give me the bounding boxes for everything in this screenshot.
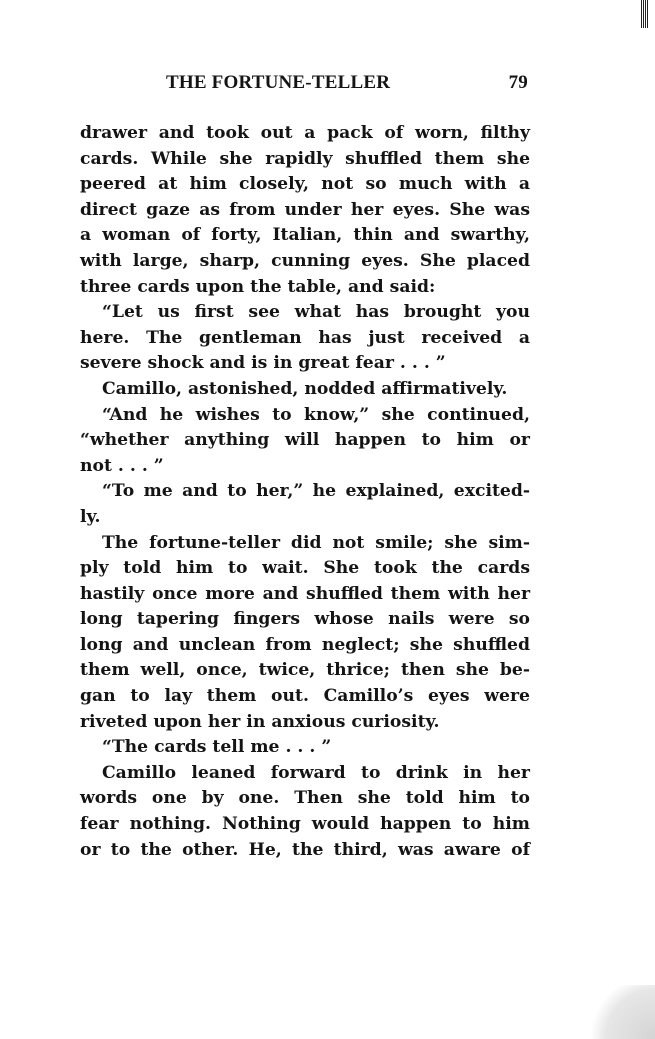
- text-line: ply told him to wait. She took the cards: [80, 558, 530, 579]
- text-line: “Let us first see what has brought you: [102, 302, 530, 323]
- body-text: [80, 121, 530, 863]
- text-line: words one by one. Then she told him to: [80, 788, 530, 809]
- text-line: long tapering fingers whose nails were so: [80, 609, 530, 630]
- text-line: a woman of forty, Italian, thin and swarthy,: [80, 225, 530, 246]
- text-line: direct gaze as from under her eyes. She was: [80, 199, 530, 220]
- text-line: drawer and took out a pack of worn, filthy: [80, 123, 530, 143]
- running-header: [166, 72, 528, 98]
- text-line: peered at him closely, not so much with a: [80, 174, 530, 195]
- text-line: hastily once more and shuffled them with her: [80, 583, 530, 604]
- text-line: long and unclean from neglect; she shuffled: [80, 634, 530, 655]
- text-line: not . . . ”: [80, 455, 164, 476]
- text-line: The fortune-teller did not smile; she sim-: [102, 532, 530, 553]
- text-line: them well, once, twice, thrice; then she be-: [80, 660, 530, 681]
- text-line: ly.: [80, 506, 101, 527]
- scan-corner-shadow: [583, 985, 655, 1039]
- chapter-title: THE FORTUNE-TELLER: [166, 72, 391, 93]
- text-line: “whether anything will happen to him or: [80, 430, 530, 451]
- text-line: gan to lay them out. Camillo’s eyes were: [80, 686, 530, 707]
- text-line: “The cards tell me . . . ”: [102, 737, 332, 758]
- text-line: “To me and to her,” he explained, excited-: [102, 481, 530, 502]
- text-line: severe shock and is in great fear . . . ”: [80, 353, 446, 374]
- text-line: Camillo, astonished, nodded affirmatively.: [102, 378, 508, 399]
- text-line: Camillo leaned forward to drink in her: [102, 762, 530, 783]
- text-line: three cards upon the table, and said:: [80, 276, 436, 297]
- text-line: “And he wishes to know,” she continued,: [102, 404, 530, 425]
- text-line: fear nothing. Nothing would happen to him: [80, 814, 530, 835]
- page-number: 79: [508, 72, 528, 93]
- text-line: riveted upon her in anxious curiosity.: [80, 711, 440, 732]
- text-line: with large, sharp, cunning eyes. She placed: [80, 250, 530, 271]
- text-line: or to the other. He, the third, was aware of: [80, 839, 530, 860]
- text-line: cards. While she rapidly shuffled them she: [80, 148, 530, 169]
- text-line: here. The gentleman has just received a: [80, 327, 530, 348]
- scan-edge-mark: [641, 0, 649, 28]
